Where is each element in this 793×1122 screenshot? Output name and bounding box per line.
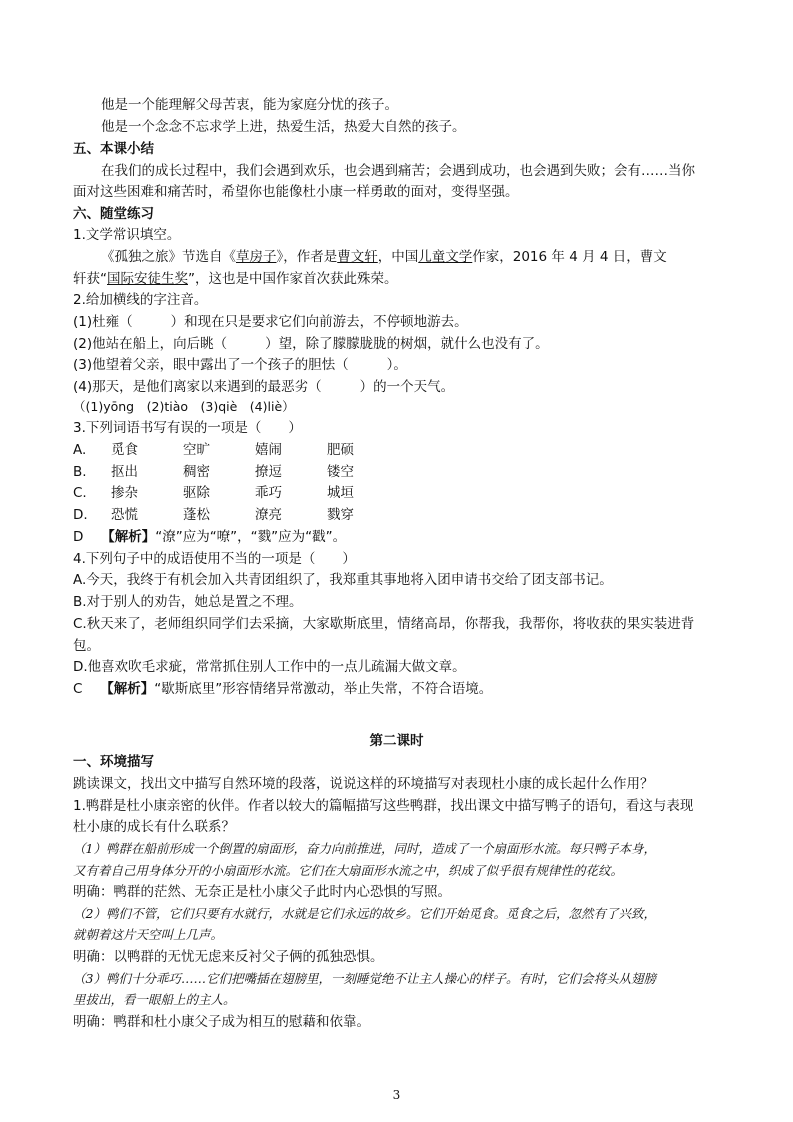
lesson2-q1-line-2: 杜小康的成长有什么联系？ <box>73 819 235 835</box>
q2-text: (4)那天，是他们离家以来遇到的最恶劣（ <box>73 379 322 395</box>
analysis-text: “潦”应为“嘹”，“戮”应为“戳”。 <box>155 529 347 545</box>
q2-answer: （(1)yōng (2)tiào (3)qiè (4)liè） <box>73 399 295 414</box>
q2-text: (3)他望着父亲，眼中露出了一个孩子的胆怯（ <box>73 357 349 373</box>
q3-option-a: A. 觅食 空旷 嬉闹 肥硕 <box>73 442 354 458</box>
q1-answer-award: 国际安徒生奖 <box>107 271 188 287</box>
explanation-2: 明确：以鸭群的无忧无虑来反衬父子俩的孤独恐惧。 <box>73 949 384 965</box>
q3-option-b: B. 抠出 稠密 撩逗 镂空 <box>73 464 354 480</box>
explanation-1: 明确：鸭群的茫然、无奈正是杜小康父子此时内心恐惧的写照。 <box>73 884 451 900</box>
q1-text: 作家，2016 年 4 月 4 日，曹文 <box>472 249 667 265</box>
summary-text-1: 在我们的成长过程中，我们会遇到欢乐，也会遇到痛苦；会遇到成功，也会遇到失败；会有……当你 <box>101 163 695 179</box>
q1-text: 《孤独之旅》节选自《 <box>101 249 236 265</box>
quote-2-line-2: 就朝着这片天空叫上几声。 <box>73 927 224 942</box>
q1-line-1 <box>101 247 723 267</box>
q1-text: 》，作者是 <box>276 249 338 265</box>
q2-sentence-2 <box>73 334 723 354</box>
analysis-tag: 【解析】 <box>100 681 155 697</box>
q4-answer <box>73 679 723 699</box>
intro-line-1: 他是一个能理解父母苦衷，能为家庭分忧的孩子。 <box>101 97 398 113</box>
answer-letter: C <box>73 681 83 697</box>
q4-title: 4.下列句子中的成语使用不当的一项是（ ） <box>73 551 356 567</box>
q1-answer-genre: 儿童文学 <box>418 249 473 265</box>
q1-answer-author: 曹文轩 <box>337 249 378 265</box>
q2-title: 2.给加横线的字注音。 <box>73 292 208 308</box>
q2-sentence-3 <box>73 355 723 375</box>
q2-text: (1)杜雍（ <box>73 314 133 330</box>
q4-option-c-1: C.秋天来了，老师组织同学们去采摘，大家歇斯底里，情绪高昂，你帮我，我帮你，将收获的果实装进背 <box>73 616 695 632</box>
lesson2-intro: 跳读课文，找出文中描写自然环境的段落，说说这样的环境描写对表现杜小康的成长起什么作用？ <box>73 776 654 792</box>
explanation-3: 明确：鸭群和杜小康父子成为相互的慰藉和依靠。 <box>73 1014 370 1030</box>
q2-text: ）。 <box>386 357 407 373</box>
q3-answer <box>73 527 723 547</box>
q2-sentence-4 <box>73 377 723 397</box>
intro-line-2: 他是一个念念不忘求学上进，热爱生活，热爱大自然的孩子。 <box>101 119 466 135</box>
summary-text-2: 面对这些困难和痛苦时，希望你也能像杜小康一样勇敢的面对，变得坚强。 <box>73 184 519 200</box>
analysis-text: “歇斯底里”形容情绪异常激动，举止失常，不符合语境。 <box>154 681 493 697</box>
q4-option-b: B.对于别人的劝告，她总是置之不理。 <box>73 594 303 610</box>
quote-2-line-1: （2）鸭们不管，它们只要有水就行，水就是它们永远的故乡。它们开始觅食。觅食之后，忽然有了兴致， <box>73 906 656 921</box>
quote-1-line-1: （1）鸭群在船前形成一个倒置的扇面形，奋力向前推进，同时，造成了一个扇面形水流。每只鸭子本身， <box>73 841 656 856</box>
lesson2-heading: 一、环境描写 <box>73 754 154 770</box>
page-number: 3 <box>392 1088 401 1102</box>
q2-text: ）望，除了朦朦胧胧的树烟，就什么也没有了。 <box>265 336 549 352</box>
quote-1-line-2: 又有着自己用身体分开的小扇面形水流。它们在大扇面形水流之中，织成了似乎很有规律性的花纹。 <box>73 863 624 878</box>
lesson2-title: 第二课时 <box>369 733 424 749</box>
q4-option-a: A.今天，我终于有机会加入共青团组织了，我郑重其事地将入团申请书交给了团支部书记。 <box>73 572 613 588</box>
q1-text: 轩获“ <box>73 271 107 287</box>
q1-text: ，中国 <box>377 249 419 265</box>
q2-sentence-1 <box>73 312 723 332</box>
q2-text: ）和现在只是要求它们向前游去，不停顿地游去。 <box>170 314 468 330</box>
quote-3-line-1: （3）鸭们十分乖巧……它们把嘴插在翅膀里，一刻睡觉绝不让主人操心的样子。有时，它们会将头从翅膀 <box>73 971 656 986</box>
quote-3-line-2: 里拔出，看一眼船上的主人。 <box>73 992 236 1007</box>
q2-text: (2)他站在船上，向后眺（ <box>73 336 228 352</box>
q1-line-2 <box>73 269 723 289</box>
q1-text: ”，这也是中国作家首次获此殊荣。 <box>188 271 398 287</box>
q1-answer-book: 草房子 <box>236 249 277 265</box>
lesson2-q1-line-1: 1.鸭群是杜小康亲密的伙伴。作者以较大的篇幅描写这些鸭群，找出课文中描写鸭子的语句，看这与表现 <box>73 798 694 814</box>
practice-heading: 六、随堂练习 <box>73 206 154 222</box>
analysis-tag: 【解析】 <box>101 529 156 545</box>
q3-option-d: D. 恐慌 蓬松 潦亮 戮穿 <box>73 507 354 523</box>
q4-option-c-2: 包。 <box>73 638 100 654</box>
answer-letter: D <box>73 529 84 545</box>
q4-option-d: D.他喜欢吹毛求疵，常常抓住别人工作中的一点儿疏漏大做文章。 <box>73 659 466 675</box>
q1-title: 1.文学常识填空。 <box>73 227 181 243</box>
q2-text: ）的一个天气。 <box>359 379 455 395</box>
q3-title: 3.下列词语书写有误的一项是（ ） <box>73 420 302 436</box>
summary-heading: 五、本课小结 <box>73 141 154 157</box>
q3-option-c: C. 掺杂 驱除 乖巧 城垣 <box>73 485 354 501</box>
